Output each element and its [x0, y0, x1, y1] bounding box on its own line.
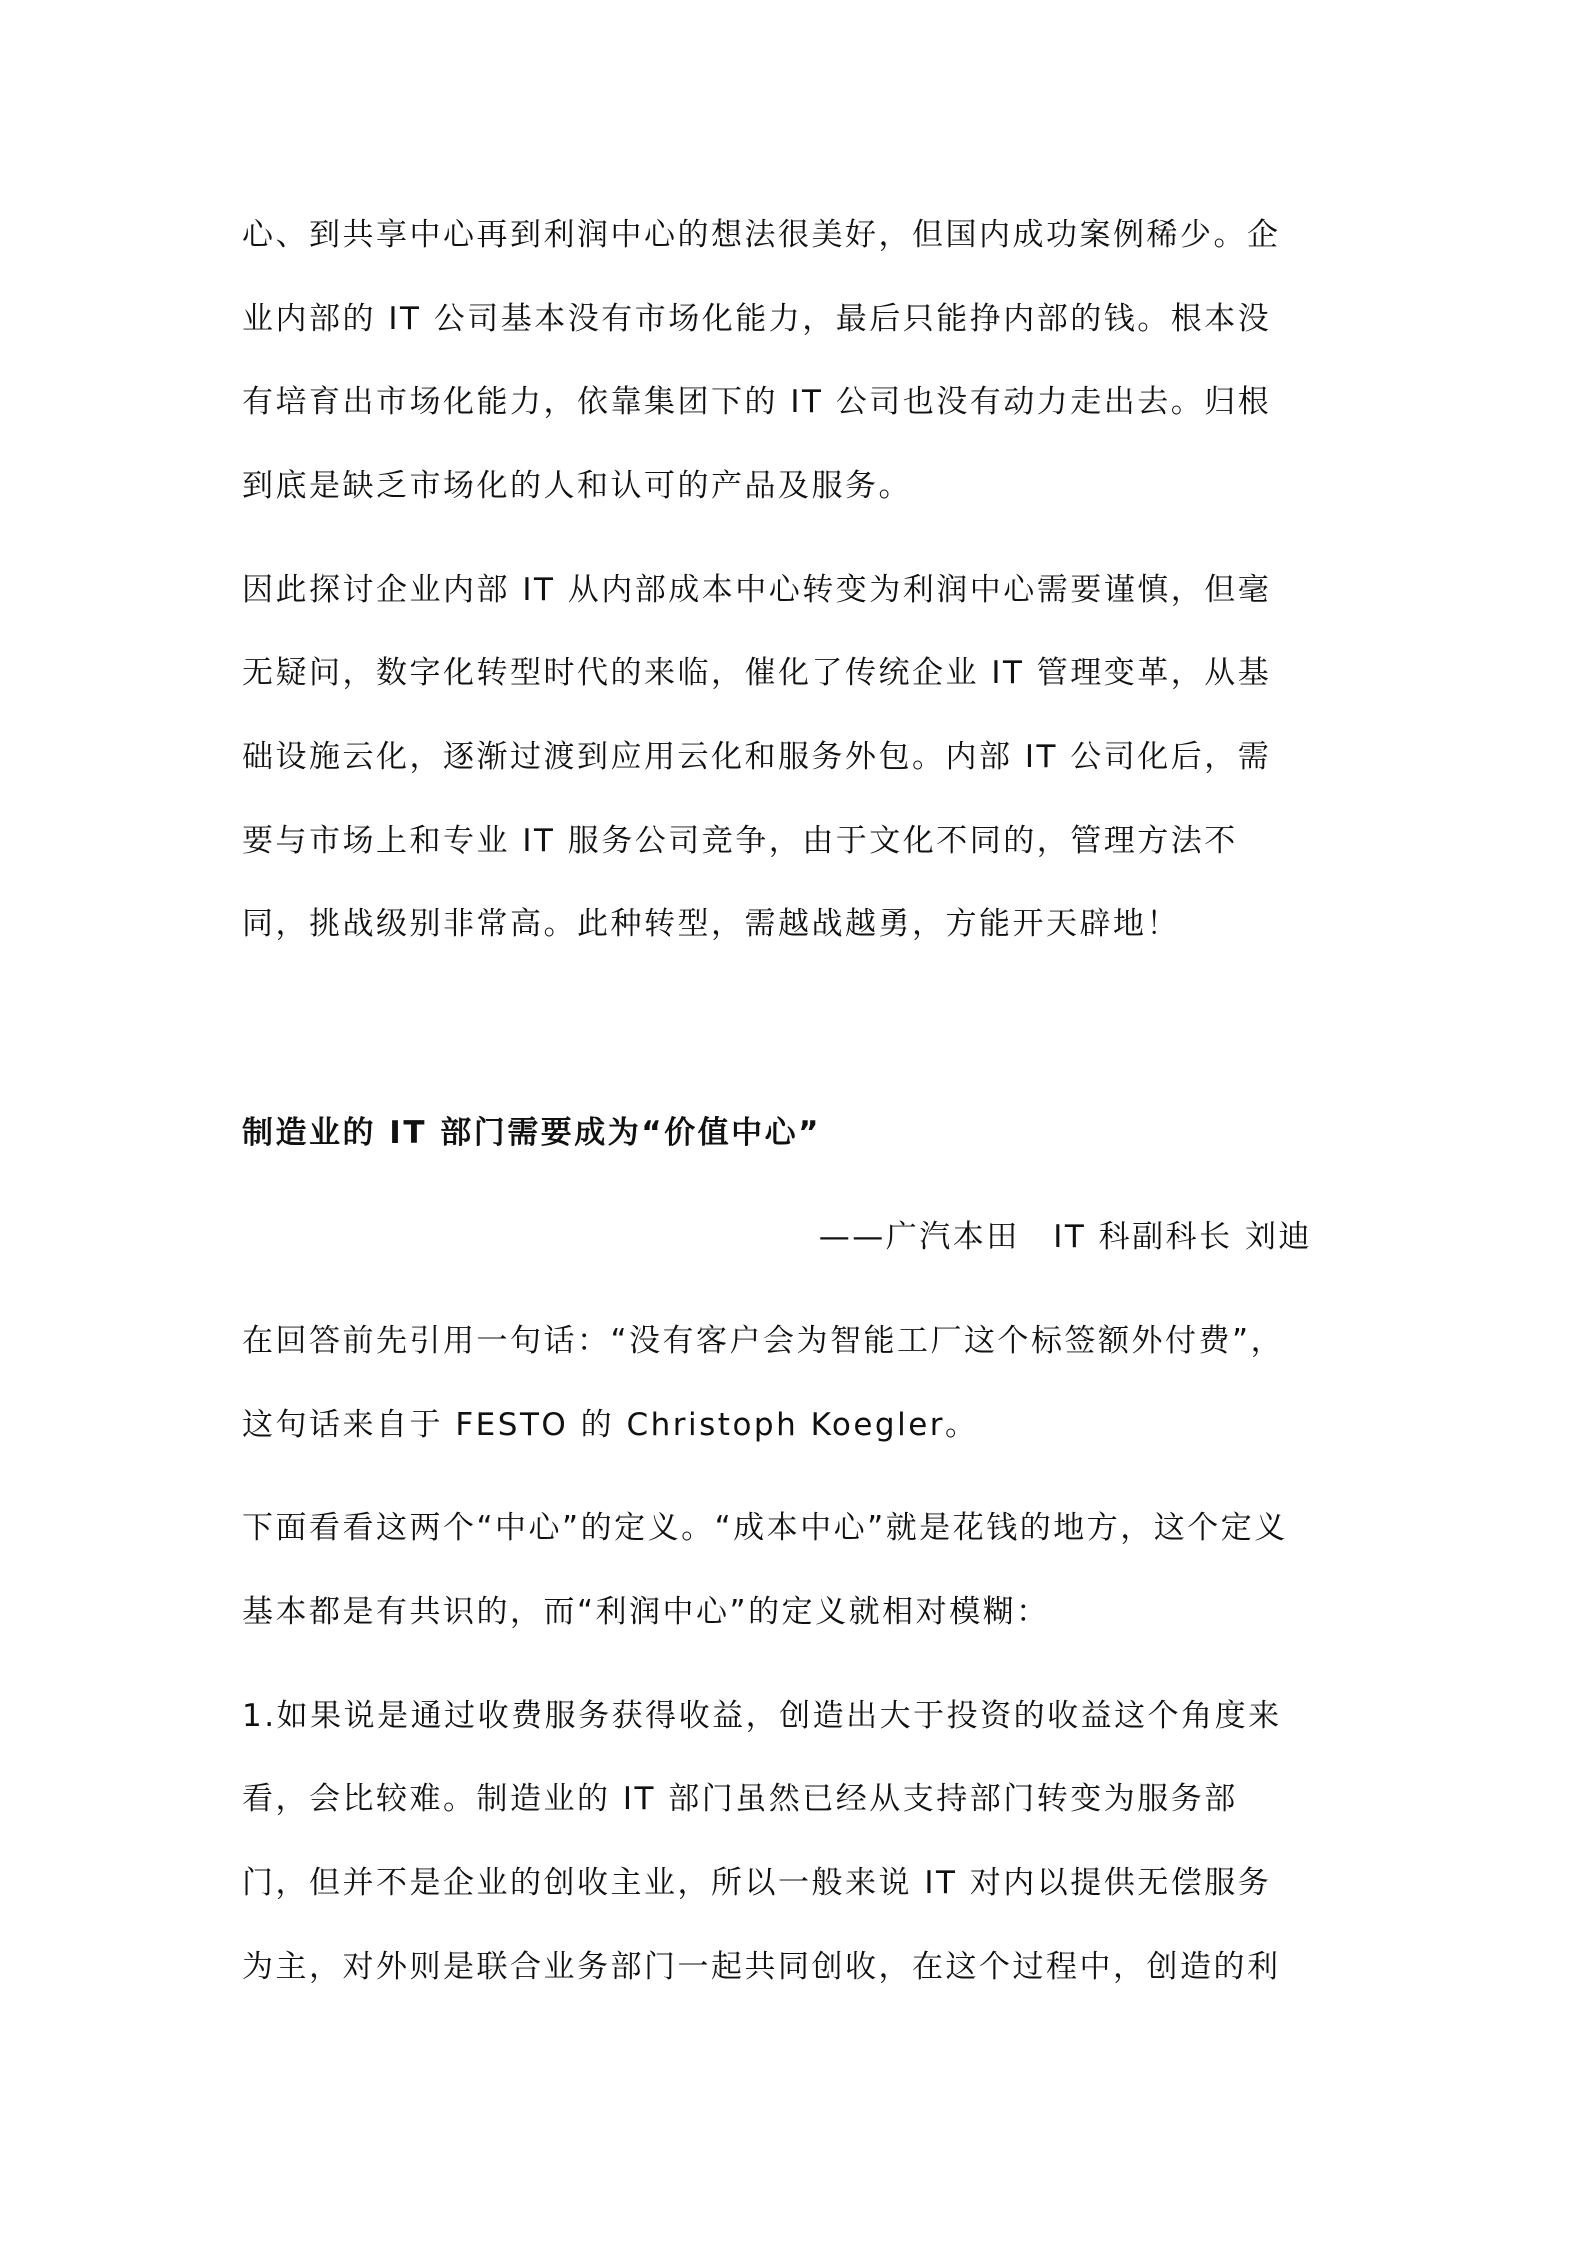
- text-line: 无疑问，数字化转型时代的来临，催化了传统企业 IT 管理变革，从基: [242, 655, 1272, 691]
- text-line: 到底是缺乏市场化的人和认可的产品及服务。: [242, 468, 912, 504]
- text-line: 础设施云化，逐渐过渡到应用云化和服务外包。内部 IT 公司化后，需: [242, 739, 1272, 775]
- text-line: 心、到共享中心再到利润中心的想法很美好，但国内成功案例稀少。企: [242, 217, 1281, 253]
- section-heading: 制造业的 IT 部门需要成为“价值中心”: [242, 1115, 822, 1151]
- text-line: 业内部的 IT 公司基本没有市场化能力，最后只能挣内部的钱。根本没: [242, 301, 1272, 337]
- text-line: 在回答前先引用一句话：“没有客户会为智能工厂这个标签额外付费”，: [242, 1323, 1285, 1359]
- text-line: 门，但并不是企业的创收主业，所以一般来说 IT 对内以提供无偿服务: [242, 1865, 1272, 1901]
- attribution: ——广汽本田 IT 科副科长 刘迪: [818, 1219, 1312, 1255]
- text-line: 有培育出市场化能力，依靠集团下的 IT 公司也没有动力走出去。归根: [242, 384, 1272, 420]
- text-line: 同，挑战级别非常高。此种转型，需越战越勇，方能开天辟地！: [242, 906, 1180, 942]
- text-line: 为主，对外则是联合业务部门一起共同创收，在这个过程中，创造的利: [242, 1949, 1281, 1985]
- text-line: 看，会比较难。制造业的 IT 部门虽然已经从支持部门转变为服务部: [242, 1781, 1238, 1817]
- text-line: 这句话来自于 FESTO 的 Christoph Koegler。: [242, 1407, 979, 1443]
- text-line: 因此探讨企业内部 IT 从内部成本中心转变为利润中心需要谨慎，但毫: [242, 572, 1272, 608]
- text-line: 下面看看这两个“中心”的定义。“成本中心”就是花钱的地方，这个定义: [242, 1510, 1288, 1546]
- text-line: 基本都是有共识的，而“利润中心”的定义就相对模糊：: [242, 1594, 1050, 1630]
- text-line: 1.如果说是通过收费服务获得收益，创造出大于投资的收益这个角度来: [242, 1698, 1282, 1734]
- text-line: 要与市场上和专业 IT 服务公司竞争，由于文化不同的，管理方法不: [242, 823, 1238, 859]
